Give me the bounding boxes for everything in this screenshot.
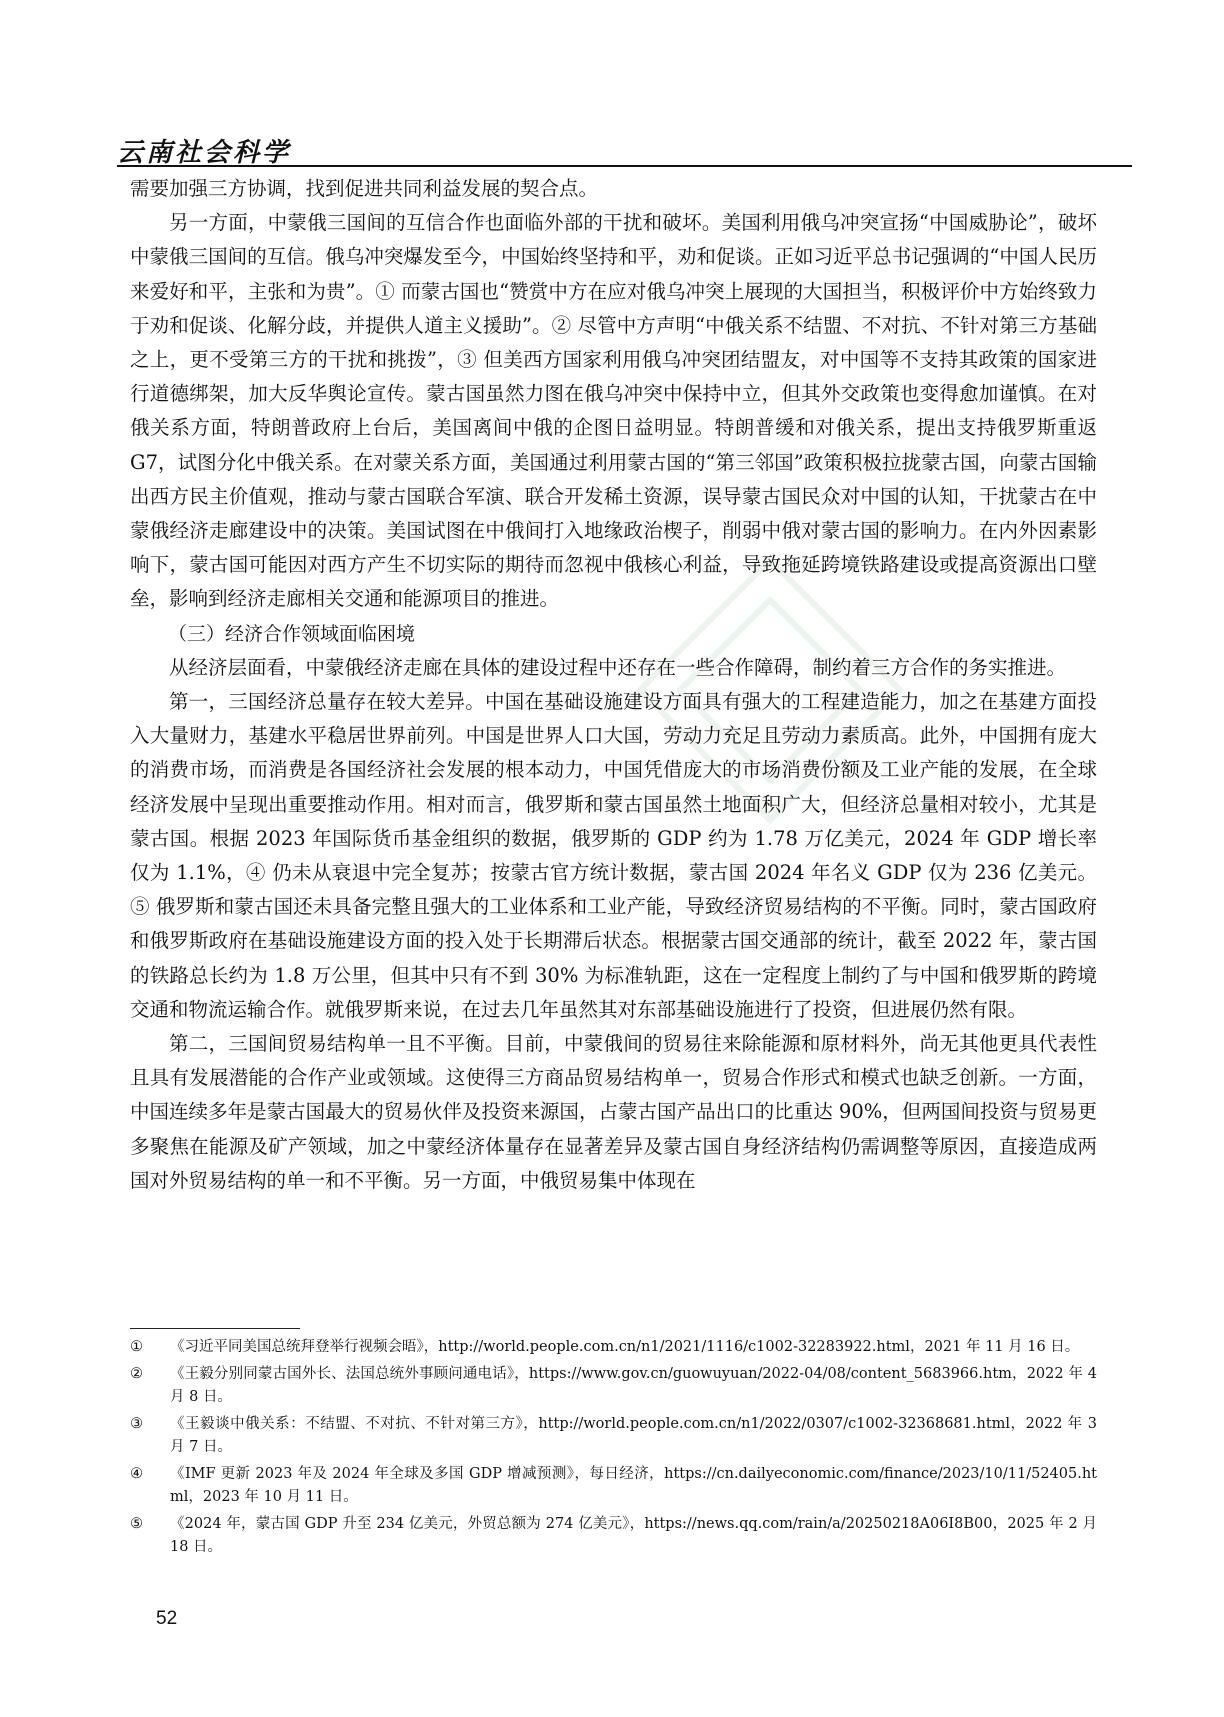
footnote-mark: ② <box>130 1365 143 1382</box>
footnote-text: 《习近平同美国总统拜登举行视频会晤》，http://world.people.com.cn/n1/2021/1116/c1002-32283922.html，2021 年 11 月 16 日。 <box>170 1339 1080 1355</box>
header-rule <box>117 165 1132 167</box>
footnote-mark: ⑤ <box>130 1515 143 1532</box>
footnote-mark: ④ <box>130 1465 143 1482</box>
footnote <box>130 1463 1097 1510</box>
footnote-mark: ③ <box>130 1415 143 1432</box>
paragraph: 第二，三国间贸易结构单一且不平衡。目前，中蒙俄间的贸易往来除能源和原材料外，尚无其他更具代表性且具有发展潜能的合作产业或领域。这使得三方商品贸易结构单一，贸易合作形式和模式也缺乏创新。一方面，中国连续多年是蒙古国最大的贸易伙伴及投资来源国，占蒙古国产品出口的比重达 90%，但两国间投资与贸易更多聚焦在能源及矿产领域，加之中蒙经济体量存在显著差异及蒙古国自身经济结构仍需调整等原因，直接造成两国对外贸易结构的单一和不平衡。另一方面，中俄贸易集中体现在 <box>130 1032 1097 1192</box>
footnote <box>130 1513 1097 1560</box>
paragraph: 另一方面，中蒙俄三国间的互信合作也面临外部的干扰和破坏。美国利用俄乌冲突宣扬“中国威胁论”，破坏中蒙俄三国间的互信。俄乌冲突爆发至今，中国始终坚持和平，劝和促谈。正如习近平总书记强调的“中国人民历来爱好和平，主张和为贵”。① 而蒙古国也“赞赏中方在应对俄乌冲突上展现的大国担当，积极评价中方始终致力于劝和促谈、化解分歧，并提供人道主义援助”。② 尽管中方声明“中俄关系不结盟、不对抗、不针对第三方基础之上，更不受第三方的干扰和挑拨”，③ 但美西方国家利用俄乌冲突团结盟友，对中国等不支持其政策的国家进行道德绑架，加大反华舆论宣传。蒙古国虽然力图在俄乌冲突中保持中立，但其外交政策也变得愈加谨慎。在对俄关系方面，特朗普政府上台后，美国离间中俄的企图日益明显。特朗普缓和对俄关系，提出支持俄罗斯重返 G7，试图分化中俄关系。在对蒙关系方面，美国通过利用蒙古国的“第三邻国”政策积极拉拢蒙古国，向蒙古国输出西方民主价值观，推动与蒙古国联合军演、联合开发稀土资源，误导蒙古国民众对中国的认知，干扰蒙古在中蒙俄经济走廊建设中的决策。美国试图在中俄间打入地缘政治楔子，削弱中俄对蒙古国的影响力。在内外因素影响下，蒙古国可能因对西方产生不切实际的期待而忽视中俄核心利益，导致拖延跨境铁路建设或提高资源出口壁垒，影响到经济走廊相关交通和能源项目的推进。 <box>130 211 1097 611</box>
footnote <box>130 1363 1097 1410</box>
footnote-text: 《王毅分别同蒙古国外长、法国总统外事顾问通电话》，https://www.gov.cn/guowuyuan/2022-04/08/content_5683966.htm，2022 年 4 月 8 日。 <box>170 1365 1097 1405</box>
paragraph: 从经济层面看，中蒙俄经济走廊在具体的建设过程中还存在一些合作障碍，制约着三方合作的务实推进。 <box>169 655 1067 679</box>
footnote-mark: ① <box>130 1339 143 1355</box>
paragraph: 需要加强三方协调，找到促进共同利益发展的契合点。 <box>130 177 599 200</box>
paragraph: 第一，三国经济总量存在较大差异。中国在基础设施建设方面具有强大的工程建造能力，加之在基建方面投入大量财力，基建水平稳居世界前列。中国是世界人口大国，劳动力充足且劳动力素质高。此外，中国拥有庞大的消费市场，而消费是各国经济社会发展的根本动力，中国凭借庞大的市场消费份额及工业产能的发展，在全球经济发展中呈现出重要推动作用。相对而言，俄罗斯和蒙古国虽然土地面积广大，但经济总量相对较小，尤其是蒙古国。根据 2023 年国际货币基金组织的数据，俄罗斯的 GDP 约为 1.78 万亿美元，2024 年 GDP 增长率仅为 1.1%，④ 仍未从衰退中完全复苏；按蒙古官方统计数据，蒙古国 2024 年名义 GDP 仅为 236 亿美元。⑤ 俄罗斯和蒙古国还未具备完整且强大的工业体系和工业产能，导致经济贸易结构的不平衡。同时，蒙古国政府和俄罗斯政府在基础设施建设方面的投入处于长期滞后状态。根据蒙古国交通部的统计，截至 2022 年，蒙古国的铁路总长约为 1.8 万公里，但其中只有不到 30% 为标准轨距，这在一定程度上制约了与中国和俄罗斯的跨境交通和物流运输合作。就俄罗斯来说，在过去几年虽然其对东部基础设施进行了投资，但进展仍然有限。 <box>130 690 1097 1021</box>
footnote-text: 《2024 年，蒙古国 GDP 升至 234 亿美元，外贸总额为 274 亿美元》，https://news.qq.com/rain/a/20250218A06I8B00，2025 年 2 月 18 日。 <box>170 1515 1097 1555</box>
footnotes <box>130 1336 1097 1563</box>
footnote <box>130 1336 1097 1360</box>
journal-title: 云南社会科学 <box>117 138 292 168</box>
footnote-text: 《IMF 更新 2023 年及 2024 年全球及多国 GDP 增减预测》，每日经济，https://cn.dailyeconomic.com/finance/2023/10/11/52405.html，2023 年 10 月 11 日。 <box>170 1465 1097 1505</box>
footnote-rule <box>130 1328 300 1329</box>
page-number: 52 <box>156 1608 178 1629</box>
footnote-text: 《王毅谈中俄关系：不结盟、不对抗、不针对第三方》，http://world.people.com.cn/n1/2022/0307/c1002-32368681.html，2022 年 3 月 7 日。 <box>170 1415 1097 1455</box>
body-text <box>130 172 1097 1198</box>
footnote <box>130 1413 1097 1460</box>
section-heading: （三）经济合作领域面临困境 <box>168 622 416 645</box>
